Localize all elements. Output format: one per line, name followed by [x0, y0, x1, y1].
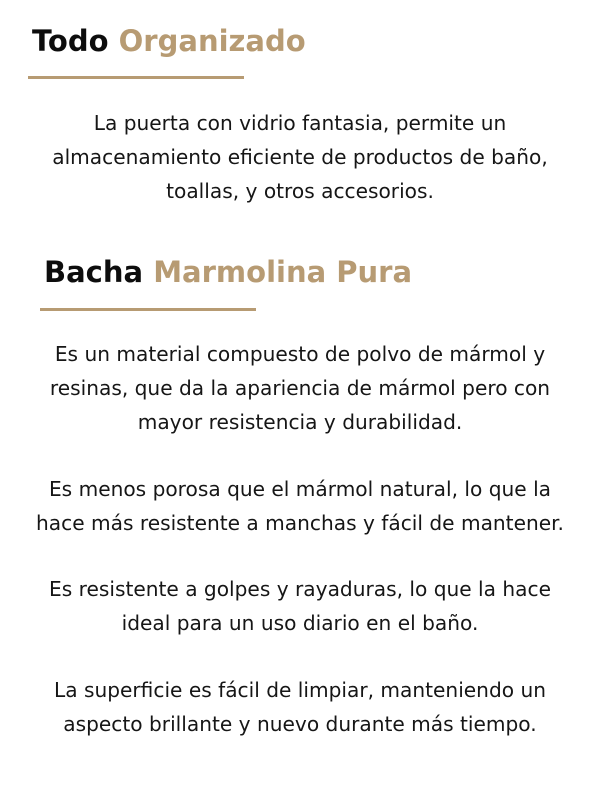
paragraph-puerta: [0, 106, 600, 208]
title-word-todo: Todo: [32, 24, 109, 58]
section-title-bacha-marmolina: [44, 255, 412, 289]
text-line: Es un material compuesto de polvo de mármol y: [54, 342, 546, 366]
paragraph-material: [0, 337, 600, 439]
title-word-organizado: Organizado: [118, 24, 306, 58]
paragraph-superficie: [0, 673, 600, 741]
title-underline-1: [28, 76, 244, 79]
text-line: aspecto brillante y nuevo durante más tiempo.: [63, 712, 537, 736]
paragraph-resistente: [0, 572, 600, 640]
title-words-marmolina-pura: Marmolina Pura: [153, 255, 413, 289]
text-line: ideal para un uso diario en el baño.: [121, 611, 479, 635]
text-line: La superficie es fácil de limpiar, manteniendo un: [54, 678, 546, 702]
text-line: Es menos porosa que el mármol natural, lo que la: [48, 477, 552, 501]
title-underline-2: [40, 308, 256, 311]
paragraph-porosa: [0, 472, 600, 540]
text-line: almacenamiento eficiente de productos de baño,: [52, 145, 548, 169]
title-word-bacha: Bacha: [44, 255, 144, 289]
text-line: hace más resistente a manchas y fácil de mantener.: [36, 511, 564, 535]
section-title-todo-organizado: [32, 24, 306, 58]
text-line: resinas, que da la apariencia de mármol pero con: [49, 376, 551, 400]
text-line: La puerta con vidrio fantasia, permite un: [93, 111, 507, 135]
text-line: Es resistente a golpes y rayaduras, lo que la hace: [49, 577, 551, 601]
text-line: mayor resistencia y durabilidad.: [137, 410, 463, 434]
text-line: toallas, y otros accesorios.: [166, 179, 434, 203]
